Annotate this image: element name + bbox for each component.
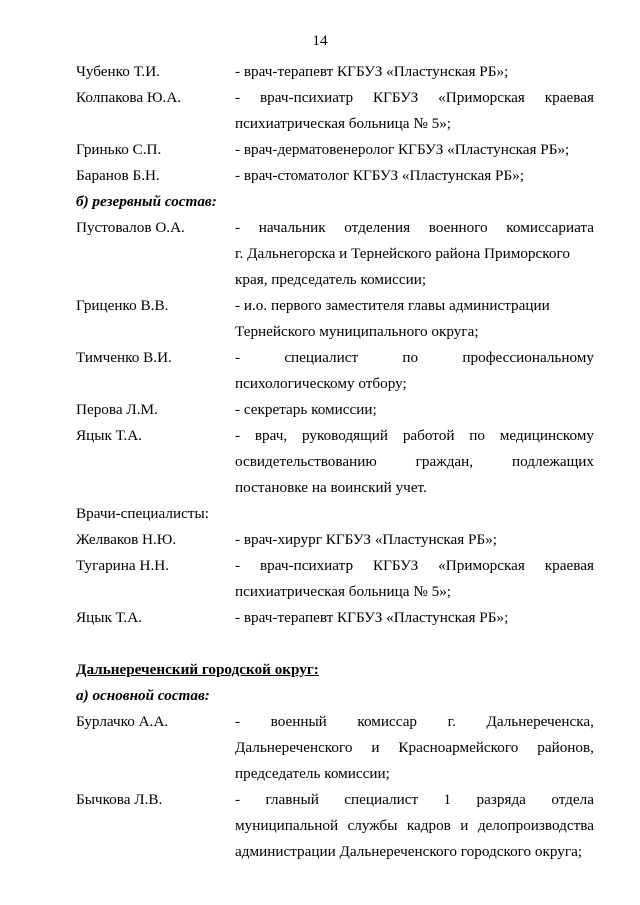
- member-name: Баранов Б.Н.: [76, 167, 160, 184]
- role-word: КГБУЗ: [372, 557, 419, 574]
- member-name: Гриценко В.В.: [76, 297, 169, 314]
- reserve-heading: б) резервный состав:: [76, 193, 217, 210]
- role-word: военного: [428, 219, 488, 236]
- role-word: -: [235, 557, 241, 574]
- member-entry: [0, 426, 640, 446]
- member-role: - врач-стоматолог КГБУЗ «Пластунская РБ»;: [235, 167, 525, 184]
- member-name: Желваков Н.Ю.: [76, 531, 177, 548]
- member-name: Тугарина Н.Н.: [76, 557, 170, 574]
- role-word: граждан,: [415, 453, 474, 470]
- member-role: [235, 348, 594, 368]
- member-role-continuation: [0, 270, 640, 290]
- member-role: председатель комиссии;: [235, 765, 390, 782]
- member-role: г. Дальнегорска и Тернейского района Приморского: [235, 245, 570, 262]
- member-role-continuation: [0, 374, 640, 394]
- member-role: [235, 426, 594, 446]
- role-word: 1: [443, 791, 452, 808]
- role-word: врач,: [254, 427, 288, 444]
- role-word: военный: [270, 713, 327, 730]
- role-word: разряда: [476, 791, 526, 808]
- member-role: Тернейского муниципального округа;: [235, 323, 479, 340]
- role-word: комиссар: [357, 713, 418, 730]
- role-word: районов,: [537, 739, 594, 756]
- member-role: психиатрическая больница № 5»;: [235, 583, 452, 600]
- member-role-continuation: [0, 764, 640, 784]
- reserve-heading-row: [0, 192, 640, 212]
- member-entry: [0, 140, 640, 160]
- role-word: Дальнереченского: [235, 739, 353, 756]
- member-role-continuation: [0, 114, 640, 134]
- role-word: отделения: [344, 219, 411, 236]
- member-role: - врач-терапевт КГБУЗ «Пластунская РБ»;: [235, 609, 509, 626]
- role-word: г.: [447, 713, 456, 730]
- member-role: постановке на воинский учет.: [235, 479, 427, 496]
- member-role-continuation: [0, 452, 640, 472]
- role-word: работой: [402, 427, 455, 444]
- member-entry: [0, 608, 640, 628]
- member-name: Тимченко В.И.: [76, 349, 172, 366]
- role-word: Красноармейского: [398, 739, 519, 756]
- role-word: комиссариата: [506, 219, 594, 236]
- role-word: -: [235, 89, 241, 106]
- role-word: -: [235, 349, 241, 366]
- role-word: врач-психиатр: [259, 557, 354, 574]
- member-role: [235, 218, 594, 238]
- member-entry: [0, 348, 640, 368]
- member-name: Чубенко Т.И.: [76, 63, 160, 80]
- member-name: Пустовалов О.А.: [76, 219, 185, 236]
- member-role-continuation: [0, 816, 640, 836]
- member-role: - и.о. первого заместителя главы администрации: [235, 297, 550, 314]
- district-heading-row: [0, 660, 640, 680]
- member-name: Перова Л.М.: [76, 401, 158, 418]
- member-name: Бурлачко А.А.: [76, 713, 169, 730]
- role-word: отдела: [551, 791, 594, 808]
- member-entry: [0, 530, 640, 550]
- role-word: и: [371, 739, 380, 756]
- member-role: администрации Дальнереченского городского округа;: [235, 843, 583, 860]
- member-role-continuation: [0, 478, 640, 498]
- role-word: «Приморская: [438, 557, 525, 574]
- role-word: профессиональному: [462, 349, 594, 366]
- member-role: [235, 790, 594, 810]
- member-role: [235, 712, 594, 732]
- member-role: края, председатель комиссии;: [235, 271, 427, 288]
- member-role: психологическому отбору;: [235, 375, 407, 392]
- role-word: специалист: [344, 791, 419, 808]
- main-heading-row: [0, 686, 640, 706]
- role-word: -: [235, 791, 241, 808]
- member-role: [235, 88, 594, 108]
- role-word: краевая: [544, 89, 594, 106]
- district-heading: Дальнереченский городской округ:: [76, 661, 319, 678]
- member-name: Яцык Т.А.: [76, 609, 142, 626]
- member-role-continuation: [0, 842, 640, 862]
- role-word: подлежащих: [512, 453, 594, 470]
- role-word: начальник: [258, 219, 326, 236]
- member-entry: [0, 790, 640, 810]
- role-word: по: [402, 349, 419, 366]
- role-word: краевая: [544, 557, 594, 574]
- role-word: руководящий: [301, 427, 389, 444]
- member-name: Гринько С.П.: [76, 141, 162, 158]
- role-word: специалист: [284, 349, 359, 366]
- member-entry: [0, 712, 640, 732]
- member-role-continuation: [0, 738, 640, 758]
- member-entry: [0, 62, 640, 82]
- member-role: - врач-терапевт КГБУЗ «Пластунская РБ»;: [235, 63, 509, 80]
- member-role-continuation: [0, 582, 640, 602]
- role-word: -: [235, 219, 241, 236]
- member-role: [235, 452, 594, 472]
- member-name: Бычкова Л.В.: [76, 791, 163, 808]
- role-word: -: [235, 427, 241, 444]
- role-word: освидетельствованию: [235, 453, 377, 470]
- member-role-continuation: [0, 244, 640, 264]
- doctors-label: Врачи-специалисты:: [76, 505, 209, 522]
- role-word: Дальнереченска,: [486, 713, 594, 730]
- role-word: медицинскому: [499, 427, 594, 444]
- member-name: Яцык Т.А.: [76, 427, 142, 444]
- doctors-label-row: [0, 504, 640, 524]
- member-role: [235, 556, 594, 576]
- member-entry: [0, 296, 640, 316]
- role-word: врач-психиатр: [259, 89, 354, 106]
- member-entry: [0, 218, 640, 238]
- member-entry: [0, 400, 640, 420]
- member-entry: [0, 166, 640, 186]
- role-word: КГБУЗ: [372, 89, 419, 106]
- role-word: главный: [265, 791, 319, 808]
- role-word: по: [469, 427, 485, 444]
- role-word: кадров: [406, 817, 451, 834]
- role-word: муниципальной: [235, 817, 339, 834]
- member-role: [235, 738, 594, 758]
- role-word: делопроизводства: [477, 817, 594, 834]
- role-word: службы: [347, 817, 398, 834]
- member-role: психиатрическая больница № 5»;: [235, 115, 452, 132]
- role-word: «Приморская: [438, 89, 525, 106]
- page-number: 14: [312, 32, 328, 49]
- member-name: Колпакова Ю.А.: [76, 89, 182, 106]
- member-role: - врач-хирург КГБУЗ «Пластунская РБ»;: [235, 531, 498, 548]
- member-role: - секретарь комиссии;: [235, 401, 377, 418]
- member-role-continuation: [0, 322, 640, 342]
- member-role: - врач-дерматовенеролог КГБУЗ «Пластунская РБ»;: [235, 141, 570, 158]
- member-entry: [0, 556, 640, 576]
- role-word: и: [460, 817, 469, 834]
- main-heading: а) основной состав:: [76, 687, 210, 704]
- member-entry: [0, 88, 640, 108]
- member-role: [235, 816, 594, 836]
- role-word: -: [235, 713, 241, 730]
